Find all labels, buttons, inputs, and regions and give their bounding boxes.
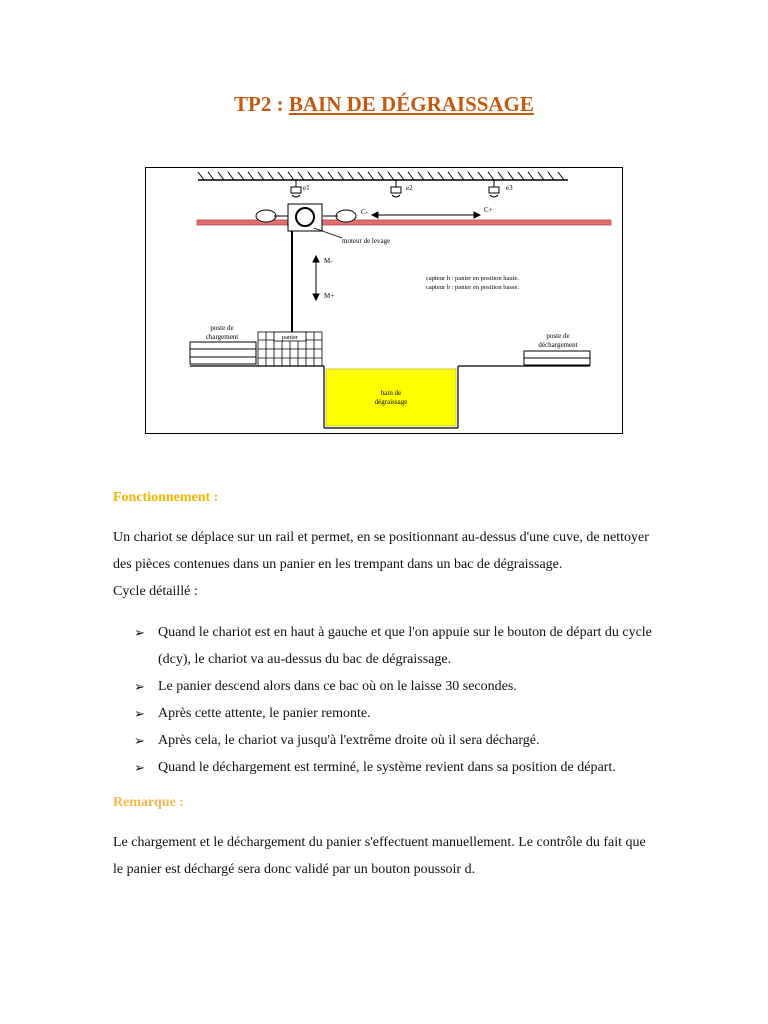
lift-down-label: M+ — [324, 292, 335, 300]
loading-station-label-2: chargement — [205, 333, 239, 341]
loading-station-label-1: poste de — [210, 324, 234, 332]
list-item: ➢ Quand le chariot est en haut à gauche et que l'on appuie sur le bouton de départ du cycle (dcy), le chariot va au-dessus du bac de dégraissage. — [134, 619, 674, 673]
lift-arrow — [313, 256, 319, 300]
list-item: ➢ Après cette attente, le panier remonte. — [134, 700, 674, 727]
unloading-station-label-2: déchargement — [538, 341, 578, 349]
trolley — [256, 204, 356, 231]
title-main: BAIN DE DÉGRAISSAGE — [288, 92, 534, 116]
lift-motor-label: moteur de levage — [342, 237, 391, 245]
operation-heading: Fonctionnement : — [113, 490, 219, 505]
bath-label-2: dégraissage — [374, 398, 408, 406]
direction-right-label: C+ — [484, 206, 493, 214]
sensor-e3-label: e3 — [506, 184, 513, 192]
sensor-e2-label: e2 — [406, 184, 413, 192]
arrowhead-bullet-icon: ➢ — [134, 679, 145, 694]
unloading-station-label-1: poste de — [546, 332, 570, 340]
sensor-e2-icon — [391, 180, 401, 197]
travel-arrow — [372, 212, 480, 218]
degreasing-bath-diagram — [145, 167, 623, 434]
bath-label-1: bain de — [380, 389, 402, 397]
list-item: ➢ Le panier descend alors dans ce bac où on le laisse 30 secondes. — [134, 673, 674, 700]
direction-left-label: C- — [361, 208, 368, 216]
title-prefix: TP2 : — [234, 92, 289, 116]
arrowhead-bullet-icon: ➢ — [134, 625, 145, 640]
basket-label: panier — [281, 334, 299, 341]
remark-paragraph: Le chargement et le déchargement du panier s'effectuent manuellement. Le contrôle du fait que le panier est déchargé sera donc validé par un bouton poussoir d. — [113, 835, 646, 877]
sensor-note-low: capteur b : panier en position basse. — [426, 284, 519, 291]
cycle-steps-list — [134, 619, 674, 781]
arrowhead-bullet-icon: ➢ — [134, 760, 145, 775]
arrowhead-bullet-icon: ➢ — [134, 706, 145, 721]
sensor-e1-icon — [291, 180, 301, 197]
intro-paragraph — [113, 524, 658, 605]
remark-heading: Remarque : — [113, 795, 184, 810]
loading-station — [190, 342, 256, 364]
intro-text: Un chariot se déplace sur un rail et permet, en se positionnant au-dessus d'une cuve, de nettoyer des pièces contenues dans un panier en les trempant dans un bac de dégraissage. — [113, 530, 649, 572]
list-item: ➢ Quand le déchargement est terminé, le système revient dans sa position de départ. — [134, 754, 674, 781]
list-item: ➢ Après cela, le chariot va jusqu'à l'extrême droite où il sera déchargé. — [134, 727, 674, 754]
lift-up-label: M- — [324, 257, 333, 265]
page-title — [0, 92, 768, 117]
unloading-station — [524, 351, 590, 365]
cycle-label: Cycle détaillé : — [113, 584, 198, 599]
sensor-note-high: capteur h : panier en position haute. — [426, 275, 519, 282]
sensor-e1-label: e1 — [303, 184, 310, 192]
sensor-e3-icon — [489, 180, 499, 197]
arrowhead-bullet-icon: ➢ — [134, 733, 145, 748]
ceiling-hatching — [198, 172, 564, 180]
